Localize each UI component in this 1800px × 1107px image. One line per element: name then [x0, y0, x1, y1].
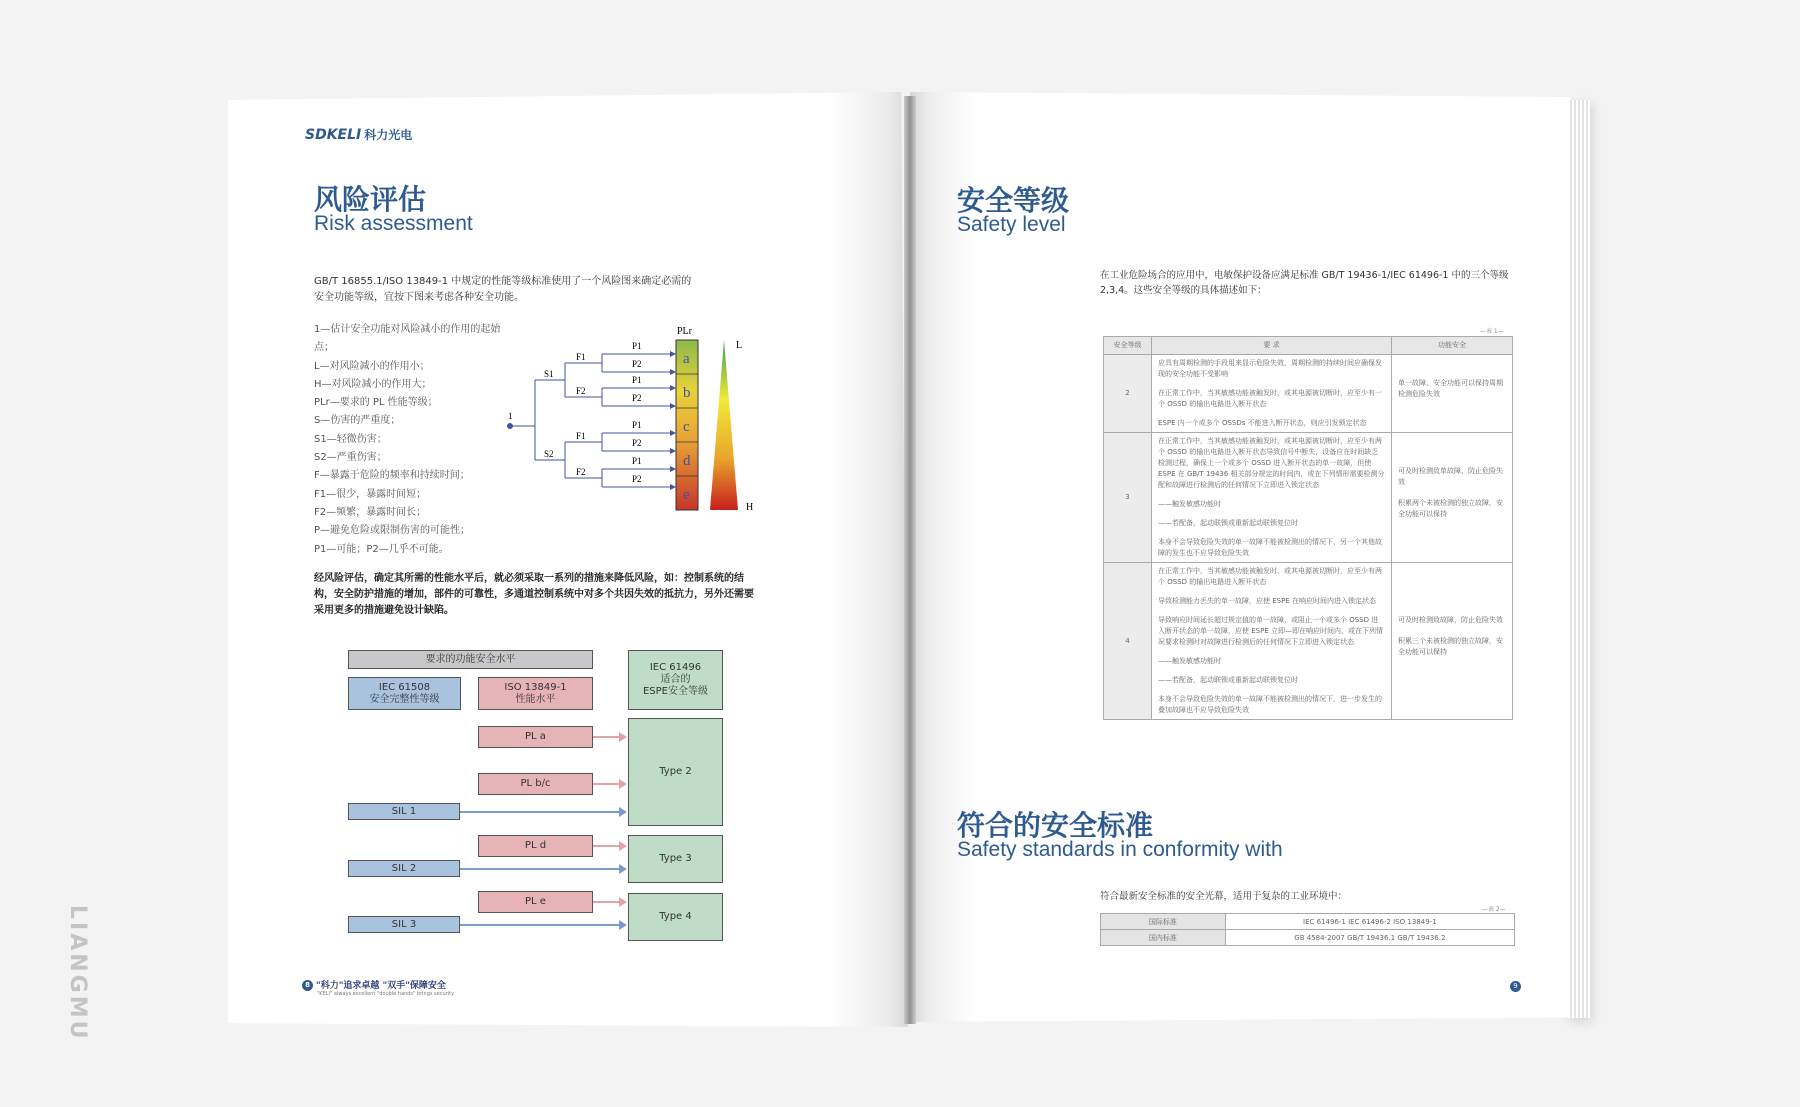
- plr-level-c: c: [683, 419, 690, 435]
- legend-item: P1—可能；P2—几乎不可能。: [314, 543, 449, 555]
- page-number-left: 8: [302, 980, 313, 991]
- p-label: P2: [632, 474, 642, 484]
- flow-header: 要求的功能安全水平: [348, 650, 593, 669]
- requirement-text: 本身不会导致危险失效的单一故障不能被检测出的情况下，另一个其他故障的发生也不应导致危险失效: [1158, 538, 1382, 557]
- standards-intro: 符合最新安全标准的安全光幕，适用于复杂的工业环境中：: [1100, 891, 1348, 902]
- p-label: P2: [632, 359, 642, 369]
- flow-iso13849: ISO 13849-1 性能水平: [478, 677, 593, 710]
- requirement-text: 在正常工作中，当其敏感功能被触发时，或其电源被切断时，应至少有两个 OSSD 的输出电路进入断开状态导致信号中断失，设备应在时间缺乏检测过程，确保上一个或多个 OSSD 进入断开状态的单一故障，但使 ESPE 在 GB/T 19436 相关部分规定的时间内，或在下列情形需要检测分配和故障进行检测后的任何情况下立即进入锁定状态: [1158, 437, 1385, 489]
- arrow-sil-2: [460, 868, 621, 870]
- legend-item: F2—频繁，暴露时间长；: [314, 506, 427, 518]
- risk-graph-branches: [510, 354, 602, 487]
- requirement-cell: [1152, 563, 1392, 720]
- standard-list-cell: IEC 61496-1 IEC 61496-2 ISO 13849-1: [1225, 914, 1514, 930]
- function-cell: [1392, 433, 1513, 563]
- flow-sil-3: SIL 3: [348, 916, 460, 933]
- function-text: 积累三个未被检测的独立故障，安全功能可以保持: [1398, 636, 1503, 656]
- start-label: 1: [508, 411, 513, 421]
- requirement-text: 导致检测能力丢失的单一故障，应使 ESPE 在响应时间内进入锁定状态: [1158, 597, 1376, 605]
- p-label: P1: [632, 375, 642, 385]
- right-title-cn: 安全等级: [957, 184, 1070, 217]
- watermark: LIANGMU: [65, 905, 90, 1042]
- legend-item: P—避免危险或限制伤害的可能性；: [314, 525, 471, 537]
- plr-level-d: d: [683, 453, 691, 469]
- legend-item: S2—严重伤害；: [314, 452, 387, 464]
- high-label: H: [746, 502, 754, 513]
- p-label: P2: [632, 438, 642, 448]
- legend-item: S1—轻微伤害；: [314, 433, 387, 445]
- requirement-text: 在正常工作中，当其敏感功能被触发时，或其电源被切断时，应至少有两个 OSSD 的输出电路进入断开状态: [1158, 567, 1382, 586]
- s1-label: S1: [544, 369, 554, 379]
- right-title-en: Safety level: [957, 213, 1066, 236]
- footer-slogan: "科力"追求卓越 "双手"保障安全: [316, 981, 446, 991]
- standards-table: [1100, 913, 1515, 946]
- standard-list-cell: GB 4584-2007 GB/T 19436.1 GB/T 19436.2: [1225, 930, 1514, 946]
- f-label: F1: [576, 431, 586, 441]
- p-label: P1: [632, 456, 642, 466]
- arrow-pl-a: [593, 736, 621, 738]
- s2-label: S2: [544, 449, 554, 459]
- standard-type-cell: 国际标准: [1101, 914, 1226, 930]
- standards-title-cn: 符合的安全标准: [957, 809, 1154, 842]
- flow-iec61496: IEC 61496 适合的 ESPE安全等级: [628, 650, 723, 710]
- requirement-text: 本身不会导致危险失效的单一故障不能被检测出的情况下，进一步发生的叠加故障也不应导致危险失效: [1158, 695, 1382, 714]
- safety-level-cell: 4: [1104, 563, 1152, 720]
- requirement-text: 在正常工作中，当其敏感功能被触发时，或其电源被切断时，应至少有一个 OSSD 的输出电路进入断开状态: [1158, 389, 1382, 408]
- flow-pl-e: PL e: [478, 891, 593, 913]
- requirement-text: ——若配备，起动联锁或重新起动联锁复位时: [1158, 519, 1298, 527]
- left-title-en: Risk assessment: [314, 212, 473, 235]
- book-spine: [904, 96, 916, 1024]
- flow-sil-1: SIL 1: [348, 803, 460, 820]
- p-labels: [632, 341, 642, 484]
- function-cell: [1392, 563, 1513, 720]
- flow-pl-a: PL a: [478, 726, 593, 748]
- arrow-sil-1: [460, 811, 621, 813]
- legend-item: H—对风险减小的作用大；: [314, 378, 432, 390]
- legend-item: 1—估计安全功能对风险减小的作用的起始点；: [314, 324, 501, 354]
- p-label: P1: [632, 341, 642, 351]
- safety-level-cell: 2: [1104, 355, 1152, 433]
- requirement-text: ——触发敏感功能时: [1158, 657, 1221, 665]
- requirement-text: ——触发敏感功能时: [1158, 500, 1221, 508]
- requirement-cell: [1152, 355, 1392, 433]
- legend-item: L—对风险减小的作用小；: [314, 360, 430, 372]
- table1-header: 要 求: [1152, 337, 1392, 355]
- arrow-pl-d: [593, 845, 621, 847]
- low-label: L: [736, 340, 743, 351]
- f-label: F2: [576, 386, 586, 396]
- standards-title-en: Safety standards in conformity with: [957, 838, 1283, 861]
- p-label: P1: [632, 420, 642, 430]
- standard-type-cell: 国内标准: [1101, 930, 1226, 946]
- flow-iec61508: IEC 61508 安全完整性等级: [348, 677, 461, 710]
- f-label: F1: [576, 352, 586, 362]
- f-label: F2: [576, 467, 586, 477]
- legend-item: F—暴露于危险的频率和持续时间；: [314, 470, 470, 482]
- right-footer: [1510, 976, 1524, 995]
- requirement-text: 导致响应时间延长超过规定值的单一故障，或阻止一个或多个 OSSD 进入断开状态的单一故障，应使 ESPE 立即—即在响应时间内，或在下列情况要求检测时对故障进行检测后的任何情况下立即进入锁定状态: [1158, 616, 1383, 646]
- table-row: [1104, 433, 1513, 563]
- flow-type-3: Type 3: [628, 835, 723, 883]
- requirement-text: ESPE 内一个或多个 OSSDs 不能进入断开状态，则应引发锁定状态: [1158, 419, 1367, 427]
- page-number-right: 9: [1510, 981, 1521, 992]
- arrow-pl-e: [593, 901, 621, 903]
- flow-sil-2: SIL 2: [348, 860, 460, 877]
- table-row: [1101, 930, 1515, 946]
- brand-logo: SDKELI 科力光电: [305, 127, 413, 143]
- plr-level-e: e: [683, 487, 690, 503]
- table-row: [1104, 355, 1513, 433]
- left-title-cn: 风险评估: [314, 183, 427, 216]
- legend-item: PLr—要求的 PL 性能等级；: [314, 397, 438, 409]
- table1-header: 安全等级: [1104, 337, 1152, 355]
- flow-pl-d: PL d: [478, 835, 593, 857]
- safety-level-cell: 3: [1104, 433, 1152, 563]
- requirement-text: 应具有周期检测的手段用来显示危险失效，周期检测的持续时间应确保发现的安全功能不受影响: [1158, 359, 1382, 378]
- function-text: 积累两个未被检测的独立故障，安全功能可以保持: [1398, 498, 1503, 518]
- requirement-cell: [1152, 433, 1392, 563]
- table2-note: —表 2—: [1482, 906, 1506, 913]
- table-row: [1101, 914, 1515, 930]
- function-cell: [1392, 355, 1513, 433]
- arrow-pl-bc: [593, 783, 621, 785]
- function-text: 单一故障，安全功能可以保持周期检测危险失效: [1398, 378, 1503, 398]
- function-text: 可及时检测致单故障，防止危险失效: [1398, 466, 1503, 486]
- left-footer: [302, 978, 454, 997]
- flow-pl-bc: PL b/c: [478, 773, 593, 795]
- function-text: 可及时检测致故障，防止危险失效: [1398, 615, 1503, 624]
- risk-graph: [500, 320, 770, 515]
- risk-graph-arrowheads: [670, 351, 676, 490]
- arrow-sil-3: [460, 924, 621, 926]
- legend-item: F1—很少，暴露时间短；: [314, 488, 427, 500]
- flow-type-4: Type 4: [628, 893, 723, 941]
- table1-note: —表 1—: [1480, 328, 1504, 335]
- risk-paragraph-2: 经风险评估，确定其所需的性能水平后，就必须采取一系列的措施来降低风险，如：控制系统的结构，安全防护措施的增加，部件的可靠性，多通道控制系统中对多个共因失效的抵抗力，另外还需要采用更多的措施避免设计缺陷。: [314, 573, 754, 616]
- risk-triangle: [710, 340, 738, 510]
- footer-slogan-en: "KELI" always excellent "double hands" brings security: [317, 991, 455, 997]
- risk-legend: [314, 321, 514, 559]
- plr-level-a: a: [683, 351, 690, 367]
- p-label: P2: [632, 393, 642, 403]
- table-row: [1104, 563, 1513, 720]
- safety-level-intro: 在工业危险场合的应用中，电敏保护设备应满足标准 GB/T 19436-1/IEC 61496-1 中的三个等级 2,3,4。这些安全等级的具体描述如下：: [1100, 270, 1509, 296]
- legend-item: S—伤害的严重度；: [314, 415, 401, 427]
- risk-graph-start: [507, 423, 513, 429]
- plr-label: PLr: [677, 326, 692, 337]
- flow-type-2: Type 2: [628, 718, 723, 826]
- risk-intro: GB/T 16855.1/ISO 13849-1 中规定的性能等级标准使用了一个风险图来确定必需的安全功能等级，宜按下图来考虑各种安全功能。: [314, 276, 692, 303]
- requirement-text: ——若配备，起动联锁或重新起动联锁复位时: [1158, 676, 1298, 684]
- safety-level-table: [1103, 336, 1513, 720]
- table1-header: 功能安全: [1392, 337, 1513, 355]
- plr-level-b: b: [683, 385, 691, 401]
